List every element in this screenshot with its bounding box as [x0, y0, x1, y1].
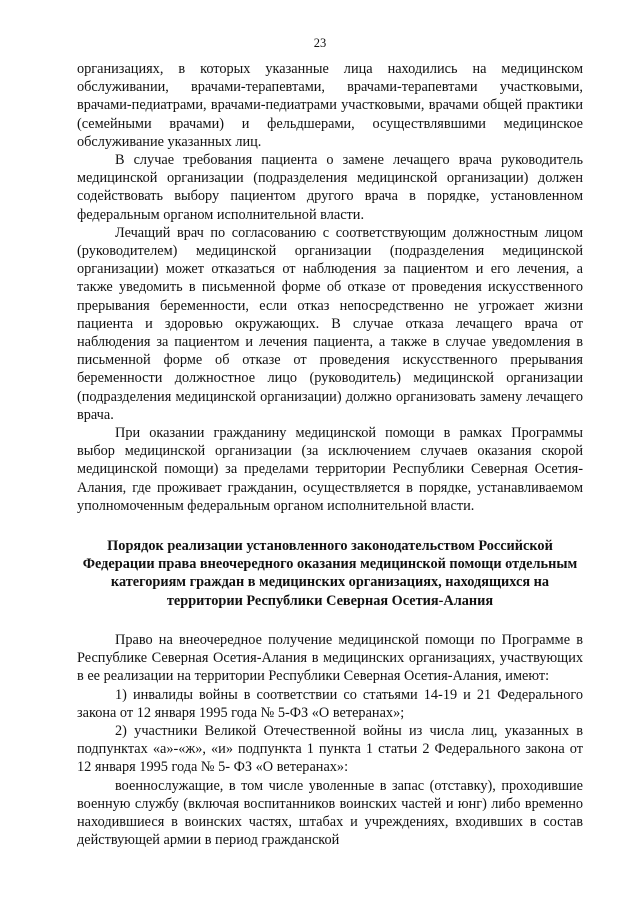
list-item-servicemen: военнослужащие, в том числе уволенные в запас (отставку), проходившие военную службу (включая воспитанников воинских частей и юнг) либо временно находившиеся в воинских частях, штабах и учреждениях, входивших в состав действующей армии в период гражданской	[77, 777, 583, 849]
page-number: 23	[313, 36, 327, 50]
section-intro: Право на внеочередное получение медицинской помощи по Программе в Республике Северная Осетия-Алания в медицинских организациях, участвующих в ее реализации на территории Республики Северная Осетия-Алания, имеют:	[77, 631, 583, 685]
document-body	[77, 60, 583, 849]
paragraph-organization-choice: При оказании гражданину медицинской помощи в рамках Программы выбор медицинской организации (за исключением случаев оказания скорой медицинской помощи) за пределами территории Республики Северная Осетия-Алания, где проживает гражданин, осуществляется в порядке, устанавливаемом уполномоченным федеральным органом исполнительной власти.	[77, 425, 583, 514]
paragraph-continuation: организациях, в которых указанные лица находились на медицинском обслуживании, врачами-терапевтами, врачами-терапевтами участковыми, врачами-педиатрами, врачами-педиатрами участковыми, врачами общей практики (семейными врачами) и фельдшерами, осуществлявшими медицинское обслуживание указанных лиц.	[77, 61, 583, 150]
section-heading: Порядок реализации установленного законодательством Российской Федерации права внеочередного оказания медицинской помощи отдельным категориям граждан в медицинских организациях, находящихся на территории Республики Северная Осетия-Алания	[82, 538, 578, 609]
paragraph-doctor-replacement: В случае требования пациента о замене лечащего врача руководитель медицинской организации (подразделения медицинской организации) должен содействовать выбору пациентом другого врача в порядке, установленном федеральным органом исполнительной власти.	[77, 152, 583, 223]
list-item-war-invalids: 1) инвалиды войны в соответствии со статьями 14-19 и 21 Федерального закона от 12 января 1995 года № 5-ФЗ «О ветеранах»;	[77, 686, 583, 721]
list-item-war-participants: 2) участники Великой Отечественной войны из числа лиц, указанных в подпунктах «а»-«ж», «и» подпункта 1 пункта 1 статьи 2 Федерального закона от 12 января 1995 года № 5- ФЗ «О ветеранах»:	[77, 722, 583, 776]
paragraph-doctor-refusal: Лечащий врач по согласованию с соответствующим должностным лицом (руководителем) медицинской организации (подразделения медицинской организации) может отказаться от наблюдения за пациентом и его лечения, а также уведомить в письменной форме об отказе от проведения искусственного прерывания беременности, если отказ непосредственно не угрожает жизни пациента и здоровью окружающих. В случае отказа лечащего врача от наблюдения за пациентом и лечения пациента, а также в случае уведомления в письменной форме об отказе от проведения искусственного прерывания беременности должностное лицо (руководитель) медицинской организации (подразделения медицинской организации) должно организовать замену лечащего врача.	[77, 224, 583, 423]
